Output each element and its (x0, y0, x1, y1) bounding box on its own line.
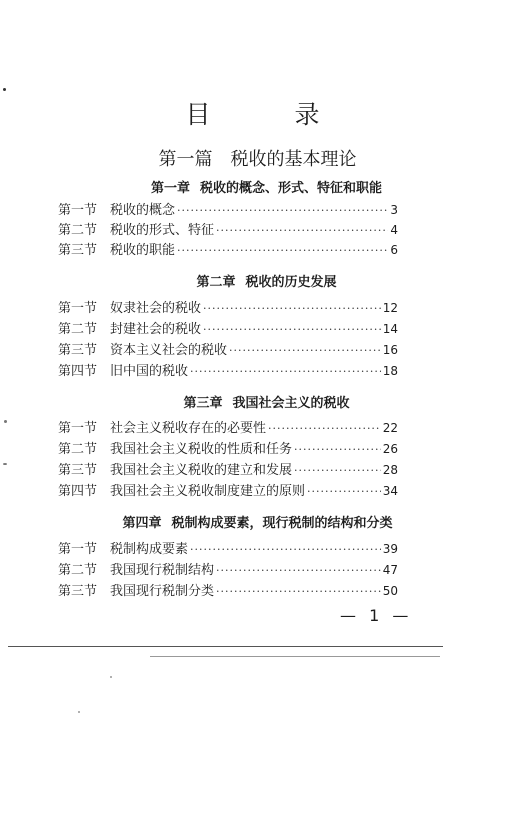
chapter-heading (0, 275, 505, 291)
chapter-title: 我国社会主义的税收 (232, 396, 350, 411)
section-number: 第二节 (58, 442, 98, 457)
section-number: 第四节 (58, 364, 98, 379)
dot-leader (190, 541, 381, 559)
toc-entry[interactable] (58, 419, 398, 437)
scan-speck (3, 88, 6, 91)
section-number: 第三节 (58, 243, 98, 258)
chapter-label: 第三章 (183, 396, 223, 411)
page-number: 12 (382, 301, 398, 315)
section-number: 第二节 (58, 223, 98, 238)
page-number: 14 (382, 322, 398, 336)
page-number: 34 (382, 484, 398, 498)
page-number: 50 (382, 584, 398, 598)
section-title: 税制构成要素 (110, 542, 189, 557)
toc-entry[interactable] (58, 582, 398, 600)
dot-leader (190, 363, 381, 381)
scan-rule (8, 646, 443, 647)
toc-entry[interactable] (58, 221, 398, 239)
section-title: 税收的职能 (110, 243, 176, 258)
toc-entry[interactable] (58, 461, 398, 479)
dot-leader (216, 562, 381, 580)
page-title: 目 录 (185, 100, 358, 129)
chapter-heading (0, 181, 505, 197)
toc-entry[interactable] (58, 482, 398, 500)
dot-leader (203, 321, 381, 339)
section-title: 我国社会主义税收制度建立的原则 (110, 484, 306, 499)
page-number: 4 (390, 223, 398, 237)
part-title: 税收的基本理论 (230, 149, 357, 170)
toc-entry[interactable] (58, 299, 398, 317)
dot-leader (268, 420, 381, 438)
section-number: 第二节 (58, 322, 98, 337)
chapter-title: 税制构成要素，现行税制的结构和分类 (171, 516, 393, 531)
section-title: 我国社会主义税收的建立和发展 (110, 463, 293, 478)
section-title: 封建社会的税收 (110, 322, 202, 337)
toc-entry[interactable] (58, 341, 398, 359)
toc-entry[interactable] (58, 320, 398, 338)
dot-leader (216, 583, 381, 601)
toc-entry[interactable] (58, 561, 398, 579)
section-title: 社会主义税收存在的必要性 (110, 421, 267, 436)
dot-leader (294, 441, 381, 459)
dot-leader (229, 342, 381, 360)
page-number: 28 (382, 463, 398, 477)
page-number: 6 (390, 243, 398, 257)
chapter-heading (0, 516, 505, 532)
scan-speck (3, 463, 7, 465)
chapter-heading (0, 396, 505, 412)
part-heading (0, 149, 505, 171)
chapter-label: 第一章 (150, 181, 190, 196)
section-number: 第一节 (58, 542, 98, 557)
page-folio: — 1 — (340, 606, 413, 625)
section-title: 旧中国的税收 (110, 364, 189, 379)
section-title: 奴隶社会的税收 (110, 301, 202, 316)
section-number: 第三节 (58, 343, 98, 358)
dot-leader (294, 462, 381, 480)
scan-speck (78, 711, 80, 713)
section-number: 第二节 (58, 563, 98, 578)
page-number: 47 (382, 563, 398, 577)
section-number: 第一节 (58, 421, 98, 436)
scan-rule (150, 656, 440, 657)
toc-entry[interactable] (58, 540, 398, 558)
page-number: 3 (390, 203, 398, 217)
section-number: 第三节 (58, 584, 98, 599)
section-title: 我国现行税制结构 (110, 563, 215, 578)
page-number: 16 (382, 343, 398, 357)
dot-leader (177, 202, 388, 220)
section-title: 我国社会主义税收的性质和任务 (110, 442, 293, 457)
section-title: 我国现行税制分类 (110, 584, 215, 599)
toc-entry[interactable] (58, 241, 398, 259)
section-title: 资本主义社会的税收 (110, 343, 228, 358)
page-number: 18 (382, 364, 398, 378)
dot-leader (177, 242, 388, 260)
section-number: 第四节 (58, 484, 98, 499)
dot-leader (307, 483, 381, 501)
page-number: 39 (382, 542, 398, 556)
part-label: 第一篇 (158, 149, 213, 170)
chapter-label: 第二章 (196, 275, 236, 290)
toc-entry[interactable] (58, 362, 398, 380)
section-title: 税收的概念 (110, 203, 176, 218)
chapter-title: 税收的概念、形式、特征和职能 (200, 181, 383, 196)
scan-speck (110, 676, 112, 678)
section-number: 第一节 (58, 203, 98, 218)
dot-leader (203, 300, 381, 318)
dot-leader (216, 222, 388, 240)
scan-speck (4, 420, 7, 423)
section-number: 第三节 (58, 463, 98, 478)
page-number: 22 (382, 421, 398, 435)
section-number: 第一节 (58, 301, 98, 316)
toc-entry[interactable] (58, 201, 398, 219)
section-title: 税收的形式、特征 (110, 223, 215, 238)
toc-entry[interactable] (58, 440, 398, 458)
page-number: 26 (382, 442, 398, 456)
chapter-title: 税收的历史发展 (245, 275, 337, 290)
chapter-label: 第四章 (122, 516, 162, 531)
